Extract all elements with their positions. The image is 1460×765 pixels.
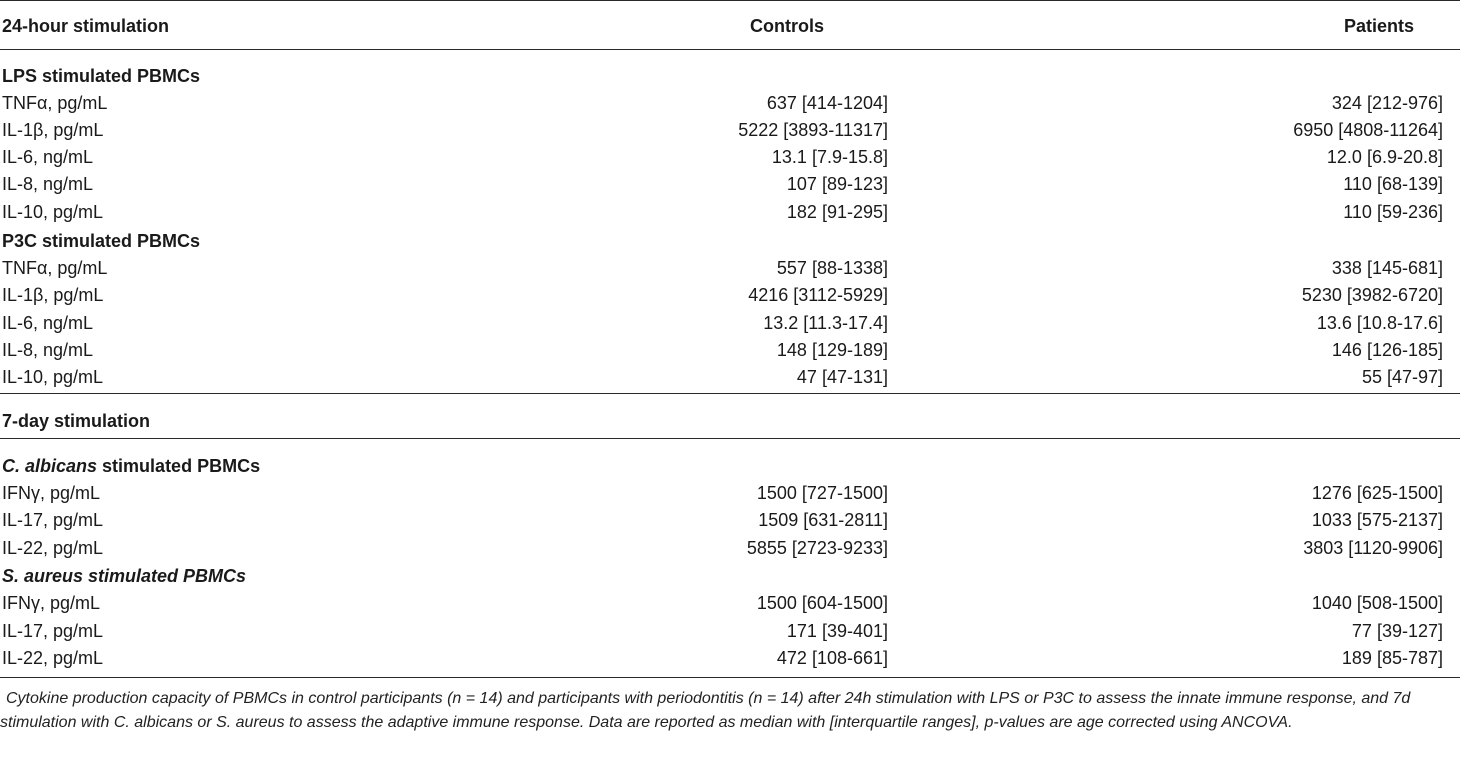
patients-value: 324 [212-976] [1331,93,1443,113]
patients-value: 13.6 [10.8-17.6] [1316,313,1443,333]
section-title-label: LPS stimulated PBMCs [2,66,201,86]
controls-value: 47 [47-131] [796,367,888,387]
patients-value: 1040 [508-1500] [1311,593,1443,613]
row-label: IL-10, pg/mL [2,202,104,222]
patients-value: 110 [68-139] [1343,174,1443,194]
table-row [0,282,1460,308]
controls-value: 4216 [3112-5929] [748,285,888,305]
table-row [0,117,1460,143]
table-top-rule [0,0,1460,1]
table-row [0,199,1460,225]
row-label: IL-8, ng/mL [2,174,94,194]
table-footnote: Cytokine production capacity of PBMCs in control participants (n = 14) and participants with periodontitis (n = 14) after 24h stimulation with LPS or P3C to assess the innate immune response, and 7d stimulation with C. albicans or S. aureus to assess the adaptive immune response. Data are reported as median with [interquartile ranges], p-values are age corrected using ANCOVA. [0,690,1411,731]
table-row [0,310,1460,336]
row-label: TNFα, pg/mL [2,93,108,113]
section-title-albicans [0,453,1460,479]
row-label: IL-22, pg/mL [2,648,104,668]
patients-value: 189 [85-787] [1341,648,1443,668]
header-col-controls: Controls [750,16,824,36]
controls-value: 637 [414-1204] [766,93,888,113]
controls-value: 5855 [2723-9233] [746,538,888,558]
header-col-stimulation: 24-hour stimulation [2,16,170,36]
row-label: IFNγ, pg/mL [2,593,101,613]
row-label: IL-6, ng/mL [2,313,94,333]
patients-value: 1033 [575-2137] [1311,510,1443,530]
row-label: IL-1β, pg/mL [2,120,104,140]
patients-value: 3803 [1120-9906] [1303,538,1443,558]
header-col-patients: Patients [1343,16,1414,36]
section-title-label [2,453,260,479]
table-row [0,337,1460,363]
controls-value: 1500 [604-1500] [756,593,888,613]
table-bottom-rule [0,677,1460,678]
table-row [0,90,1460,116]
section-title-lps [0,63,1460,89]
section-title-label: S. aureus stimulated PBMCs [2,566,247,586]
controls-value: 472 [108-661] [776,648,888,668]
patients-value: 55 [47-97] [1361,367,1443,387]
controls-value: 182 [91-295] [786,202,888,222]
section-header-7day [0,408,1460,434]
row-label: IFNγ, pg/mL [2,483,101,503]
patients-value: 6950 [4808-11264] [1293,120,1443,140]
patients-value: 110 [59-236] [1343,202,1443,222]
organism-name: C. albicans [2,456,98,476]
table-row [0,480,1460,506]
section-title-rest: stimulated PBMCs [97,456,261,476]
header-rule [0,49,1460,50]
controls-value: 107 [89-123] [786,174,888,194]
patients-value: 146 [126-185] [1331,340,1443,360]
controls-value: 13.1 [7.9-15.8] [771,147,888,167]
patients-value: 338 [145-681] [1331,258,1443,278]
controls-value: 5222 [3893-11317] [738,120,888,140]
section-title-aureus [0,563,1460,589]
row-label: IL-1β, pg/mL [2,285,104,305]
table-row [0,618,1460,644]
section-title-label: P3C stimulated PBMCs [2,231,201,251]
controls-value: 1509 [631-2811] [758,510,888,530]
section-header-label: 7-day stimulation [2,411,151,431]
row-label: IL-17, pg/mL [2,621,104,641]
controls-value: 148 [129-189] [776,340,888,360]
controls-value: 1500 [727-1500] [756,483,888,503]
row-label: IL-17, pg/mL [2,510,104,530]
section-rule-24h-end [0,393,1460,394]
row-label: IL-10, pg/mL [2,367,104,387]
row-label: IL-22, pg/mL [2,538,104,558]
section-title-p3c [0,228,1460,254]
table-row [0,590,1460,616]
row-label: IL-8, ng/mL [2,340,94,360]
row-label: TNFα, pg/mL [2,258,108,278]
table-row [0,364,1460,390]
patients-value: 1276 [625-1500] [1311,483,1443,503]
controls-value: 171 [39-401] [786,621,888,641]
table-row [0,535,1460,561]
patients-value: 12.0 [6.9-20.8] [1326,147,1443,167]
table-row [0,171,1460,197]
section-rule-7day-header [0,438,1460,439]
controls-value: 557 [88-1338] [776,258,888,278]
table-row [0,144,1460,170]
table-row [0,255,1460,281]
patients-value: 5230 [3982-6720] [1301,285,1443,305]
row-label: IL-6, ng/mL [2,147,94,167]
table-row [0,645,1460,671]
patients-value: 77 [39-127] [1351,621,1443,641]
controls-value: 13.2 [11.3-17.4] [763,313,888,333]
table-row [0,507,1460,533]
